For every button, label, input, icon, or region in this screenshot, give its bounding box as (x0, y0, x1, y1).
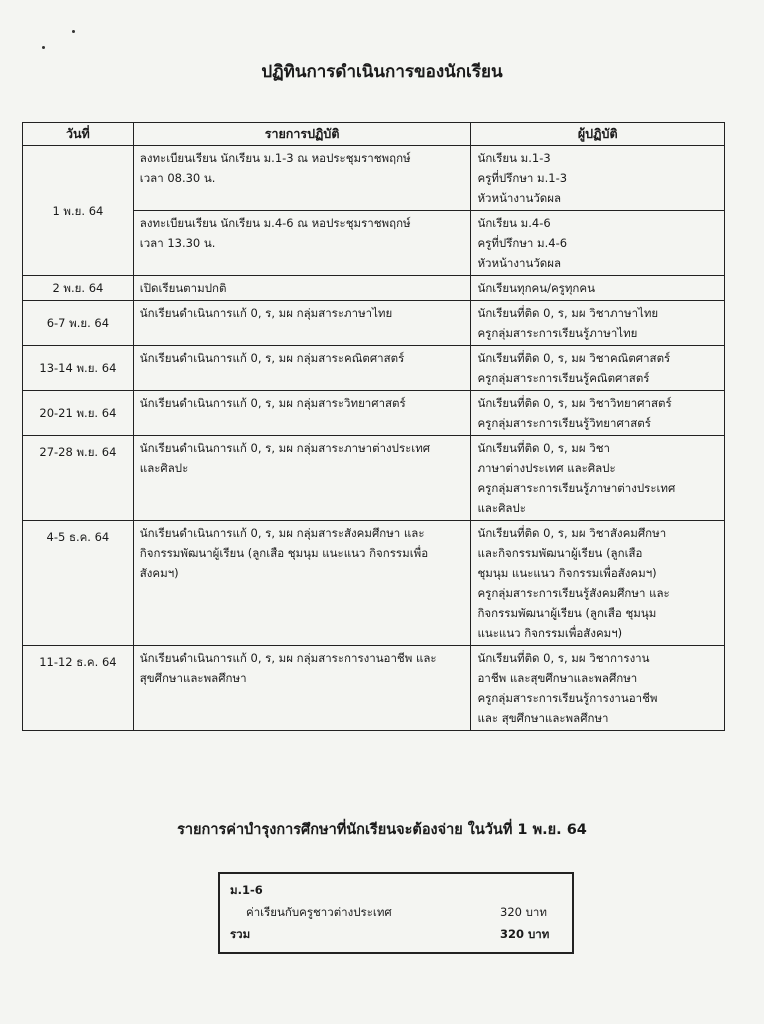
performer-line: ครูกลุ่มสาระการเรียนรู้การงานอาชีพ (477, 691, 658, 705)
activity-cell (133, 646, 471, 731)
date-cell: 6-7 พ.ย. 64 (23, 301, 134, 346)
table-row (23, 646, 725, 731)
speck (42, 46, 45, 49)
performer-line: นักเรียนที่ติด 0, ร, มผ วิชาการงาน (477, 651, 650, 665)
performer-line: และศิลปะ (477, 501, 526, 515)
date-cell: 27-28 พ.ย. 64 (23, 436, 134, 521)
performer-line: นักเรียนที่ติด 0, ร, มผ วิชาวิทยาศาสตร์ (477, 396, 672, 410)
fee-level-row (230, 880, 562, 900)
fee-level: ม.1-6 (230, 883, 263, 897)
activity-cell (133, 436, 471, 521)
activity-line: เวลา 13.30 น. (139, 236, 216, 250)
performer-line: ครูที่ปรึกษา ม.1-3 (477, 171, 568, 185)
activity-line: กิจกรรมพัฒนาผู้เรียน (ลูกเสือ ชุมนุม แนะแนว กิจกรรมเพื่อ (139, 546, 429, 560)
performer-line: นักเรียนที่ติด 0, ร, มผ วิชาคณิตศาสตร์ (477, 351, 671, 365)
fee-total-row (230, 924, 562, 944)
performer-cell (471, 391, 725, 436)
fee-box (218, 872, 574, 954)
activity-cell (133, 301, 471, 346)
fee-item-row (230, 902, 562, 922)
page-title: ปฏิทินการดำเนินการของนักเรียน (261, 62, 503, 82)
table-row (23, 346, 725, 391)
activity-cell (133, 146, 471, 211)
fee-total-amount: 320 บาท (500, 927, 550, 941)
date-cell: 11-12 ธ.ค. 64 (23, 646, 134, 731)
performer-line: และกิจกรรมพัฒนาผู้เรียน (ลูกเสือ (477, 546, 643, 560)
activity-line: สังคมฯ) (139, 566, 179, 580)
activity-line: นักเรียนดำเนินการแก้ 0, ร, มผ กลุ่มสาระวิทยาศาสตร์ (139, 396, 406, 410)
schedule-table (22, 122, 725, 731)
activity-cell (133, 391, 471, 436)
activity-line: นักเรียนดำเนินการแก้ 0, ร, มผ กลุ่มสาระการงานอาชีพ และ (139, 651, 437, 665)
performer-line: ชุมนุม แนะแนว กิจกรรมเพื่อสังคมฯ) (477, 566, 657, 580)
schedule-body (23, 146, 725, 731)
performer-line: ครูกลุ่มสาระการเรียนรู้คณิตศาสตร์ (477, 371, 650, 385)
performer-line: ครูที่ปรึกษา ม.4-6 (477, 236, 568, 250)
header-activity: รายการปฏิบัติ (133, 123, 471, 146)
table-row (23, 521, 725, 646)
performer-line: ครูกลุ่มสาระการเรียนรู้ภาษาไทย (477, 326, 638, 340)
performer-line: แนะแนว กิจกรรมเพื่อสังคมฯ) (477, 626, 623, 640)
activity-line: และศิลปะ (139, 461, 189, 475)
date-cell: 4-5 ธ.ค. 64 (23, 521, 134, 646)
speck (72, 30, 75, 33)
date-cell: 1 พ.ย. 64 (23, 146, 134, 276)
activity-line: สุขศึกษาและพลศึกษา (139, 671, 247, 685)
date-cell: 20-21 พ.ย. 64 (23, 391, 134, 436)
fee-item-label: ค่าเรียนกับครูชาวต่างประเทศ (246, 905, 392, 919)
performer-line: กิจกรรมพัฒนาผู้เรียน (ลูกเสือ ชุมนุม (477, 606, 657, 620)
table-row (23, 301, 725, 346)
activity-cell (133, 346, 471, 391)
activity-line: เปิดเรียนตามปกติ (139, 281, 227, 295)
performer-line: นักเรียนทุกคน/ครูทุกคน (477, 281, 595, 295)
activity-cell (133, 276, 471, 301)
activity-line: นักเรียนดำเนินการแก้ 0, ร, มผ กลุ่มสาระคณิตศาสตร์ (139, 351, 405, 365)
header-date: วันที่ (23, 123, 134, 146)
header-performer: ผู้ปฏิบัติ (471, 123, 725, 146)
table-row (23, 391, 725, 436)
performer-cell (471, 521, 725, 646)
performer-cell (471, 646, 725, 731)
performer-line: นักเรียน ม.1-3 (477, 151, 551, 165)
performer-cell (471, 346, 725, 391)
table-row (23, 146, 725, 211)
activity-cell (133, 211, 471, 276)
performer-line: ครูกลุ่มสาระการเรียนรู้วิทยาศาสตร์ (477, 416, 651, 430)
performer-cell (471, 211, 725, 276)
table-row (23, 436, 725, 521)
performer-cell (471, 436, 725, 521)
date-cell: 2 พ.ย. 64 (23, 276, 134, 301)
performer-cell (471, 146, 725, 211)
performer-line: อาชีพ และสุขศึกษาและพลศึกษา (477, 671, 638, 685)
fee-title: รายการค่าบำรุงการศึกษาที่นักเรียนจะต้องจ่าย ในวันที่ 1 พ.ย. 64 (177, 822, 587, 838)
performer-cell (471, 301, 725, 346)
performer-line: นักเรียนที่ติด 0, ร, มผ วิชาภาษาไทย (477, 306, 659, 320)
table-row (23, 276, 725, 301)
performer-line: หัวหน้างานวัดผล (477, 256, 562, 270)
activity-line: นักเรียนดำเนินการแก้ 0, ร, มผ กลุ่มสาระภาษาต่างประเทศ (139, 441, 431, 455)
performer-line: นักเรียน ม.4-6 (477, 216, 551, 230)
performer-line: ครูกลุ่มสาระการเรียนรู้ภาษาต่างประเทศ (477, 481, 676, 495)
table-header-row (23, 123, 725, 146)
activity-line: นักเรียนดำเนินการแก้ 0, ร, มผ กลุ่มสาระสังคมศึกษา และ (139, 526, 425, 540)
activity-line: ลงทะเบียนเรียน นักเรียน ม.4-6 ณ หอประชุมราชพฤกษ์ (139, 216, 411, 230)
performer-line: นักเรียนที่ติด 0, ร, มผ วิชาสังคมศึกษา (477, 526, 667, 540)
activity-line: นักเรียนดำเนินการแก้ 0, ร, มผ กลุ่มสาระภาษาไทย (139, 306, 393, 320)
activity-line: เวลา 08.30 น. (139, 171, 216, 185)
fee-total-label: รวม (230, 927, 251, 941)
date-cell: 13-14 พ.ย. 64 (23, 346, 134, 391)
performer-line: หัวหน้างานวัดผล (477, 191, 562, 205)
activity-cell (133, 521, 471, 646)
performer-line: และ สุขศึกษาและพลศึกษา (477, 711, 609, 725)
fee-item-amount: 320 บาท (500, 905, 547, 919)
performer-cell (471, 276, 725, 301)
performer-line: ครูกลุ่มสาระการเรียนรู้สังคมศึกษา และ (477, 586, 670, 600)
activity-line: ลงทะเบียนเรียน นักเรียน ม.1-3 ณ หอประชุมราชพฤกษ์ (139, 151, 411, 165)
performer-line: นักเรียนที่ติด 0, ร, มผ วิชา (477, 441, 610, 455)
performer-line: ภาษาต่างประเทศ และศิลปะ (477, 461, 616, 475)
